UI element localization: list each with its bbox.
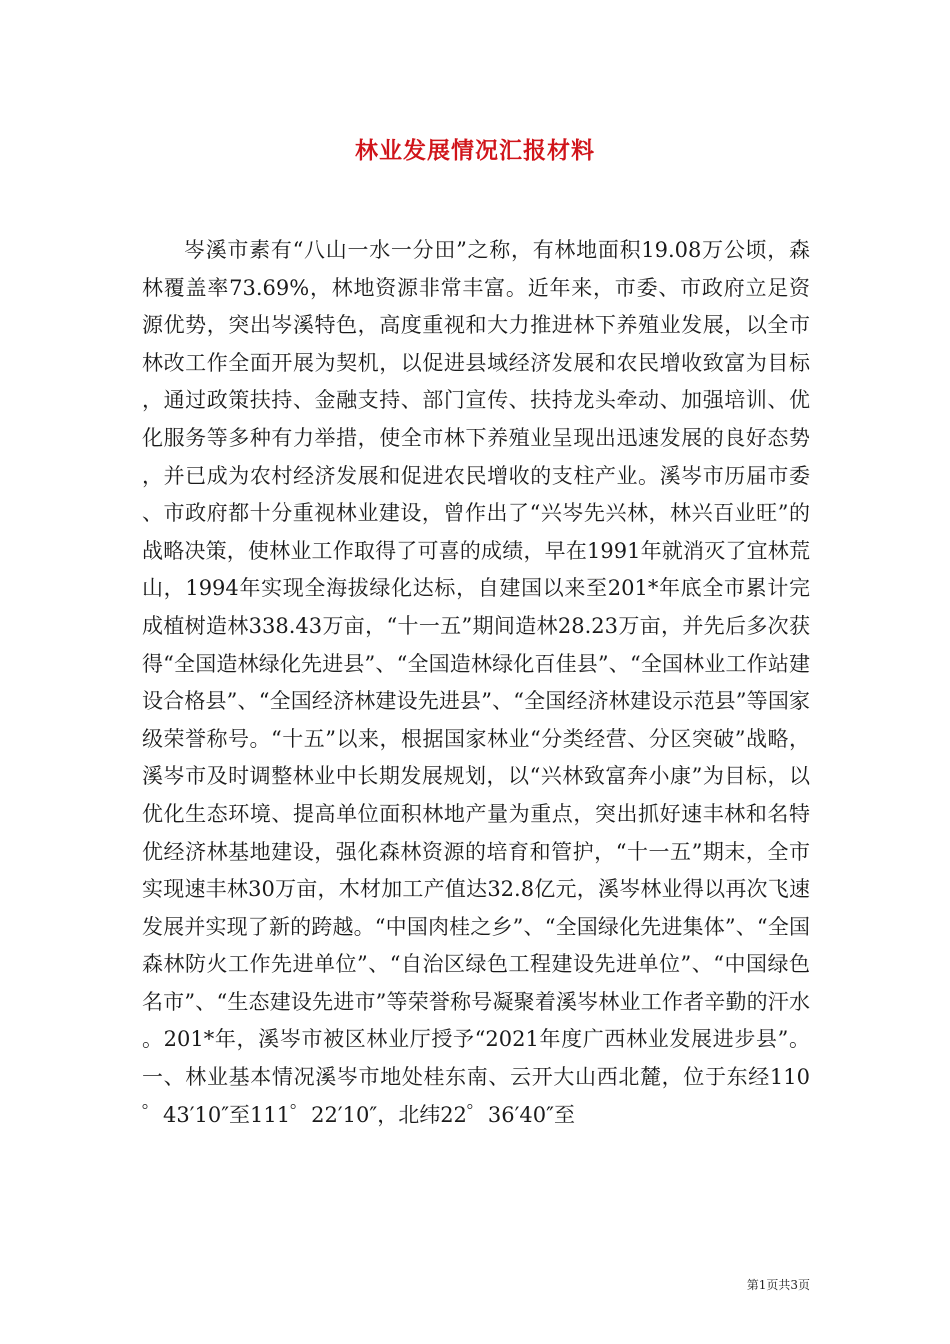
- document-title: 林业发展情况汇报材料: [355, 137, 595, 164]
- page-number-footer: 第1页共3页: [746, 1278, 810, 1292]
- document-body-paragraph: 岑溪市素有“八山一水一分田”之称，有林地面积19.08万公顷，森林覆盖率73.69%，林地资源非常丰富。近年来，市委、市政府立足资源优势，突出岑溪特色，高度重视和大力推进林下养殖业发展，以全市林改工作全面开展为契机，以促进县域经济发展和农民增收致富为目标，通过政策扶持、金融支持、部门宣传、扶持龙头牵动、加强培训、优化服务等多种有力举措，使全市林下养殖业呈现出迅速发展的良好态势，并已成为农村经济发展和促进农民增收的支柱产业。溪岑市历届市委、市政府都十分重视林业建设，曾作出了“兴岑先兴林，林兴百业旺”的战略决策，使林业工作取得了可喜的成绩，早在1991年就消灭了宜林荒山，1994年实现全海拔绿化达标，自建国以来至201*年底全市累计完成植树造林338.43万亩，“十一五”期间造林28.23万亩，并先后多次获得“全国造林绿化先进县”、“全国造林绿化百佳县”、“全国林业工作站建设合格县”、“全国经济林建设先进县”、“全国经济林建设示范县”等国家级荣誉称号。“十五”以来，根据国家林业“分类经营、分区突破”战略，溪岑市及时调整林业中长期发展规划，以“兴林致富奔小康”为目标，以优化生态环境、提高单位面积林地产量为重点，突出抓好速丰林和名特优经济林基地建设，强化森林资源的培育和管护，“十一五”期末，全市实现速丰林30万亩，木材加工产值达32.8亿元，溪岑林业得以再次飞速发展并实现了新的跨越。“中国肉桂之乡”、“全国绿化先进集体”、“全国森林防火工作先进单位”、“自治区绿色工程建设先进单位”、“中国绿色名市”、“生态建设先进市”等荣誉称号凝聚着溪岑林业工作者辛勤的汗水。201*年，溪岑市被区林业厅授予“2021年度广西林业发展进步县”。一、林业基本情况溪岑市地处桂东南、云开大山西北麓，位于东经110゜43′10″至111゜22′10″，北纬22゜36′40″至: [142, 238, 810, 1127]
